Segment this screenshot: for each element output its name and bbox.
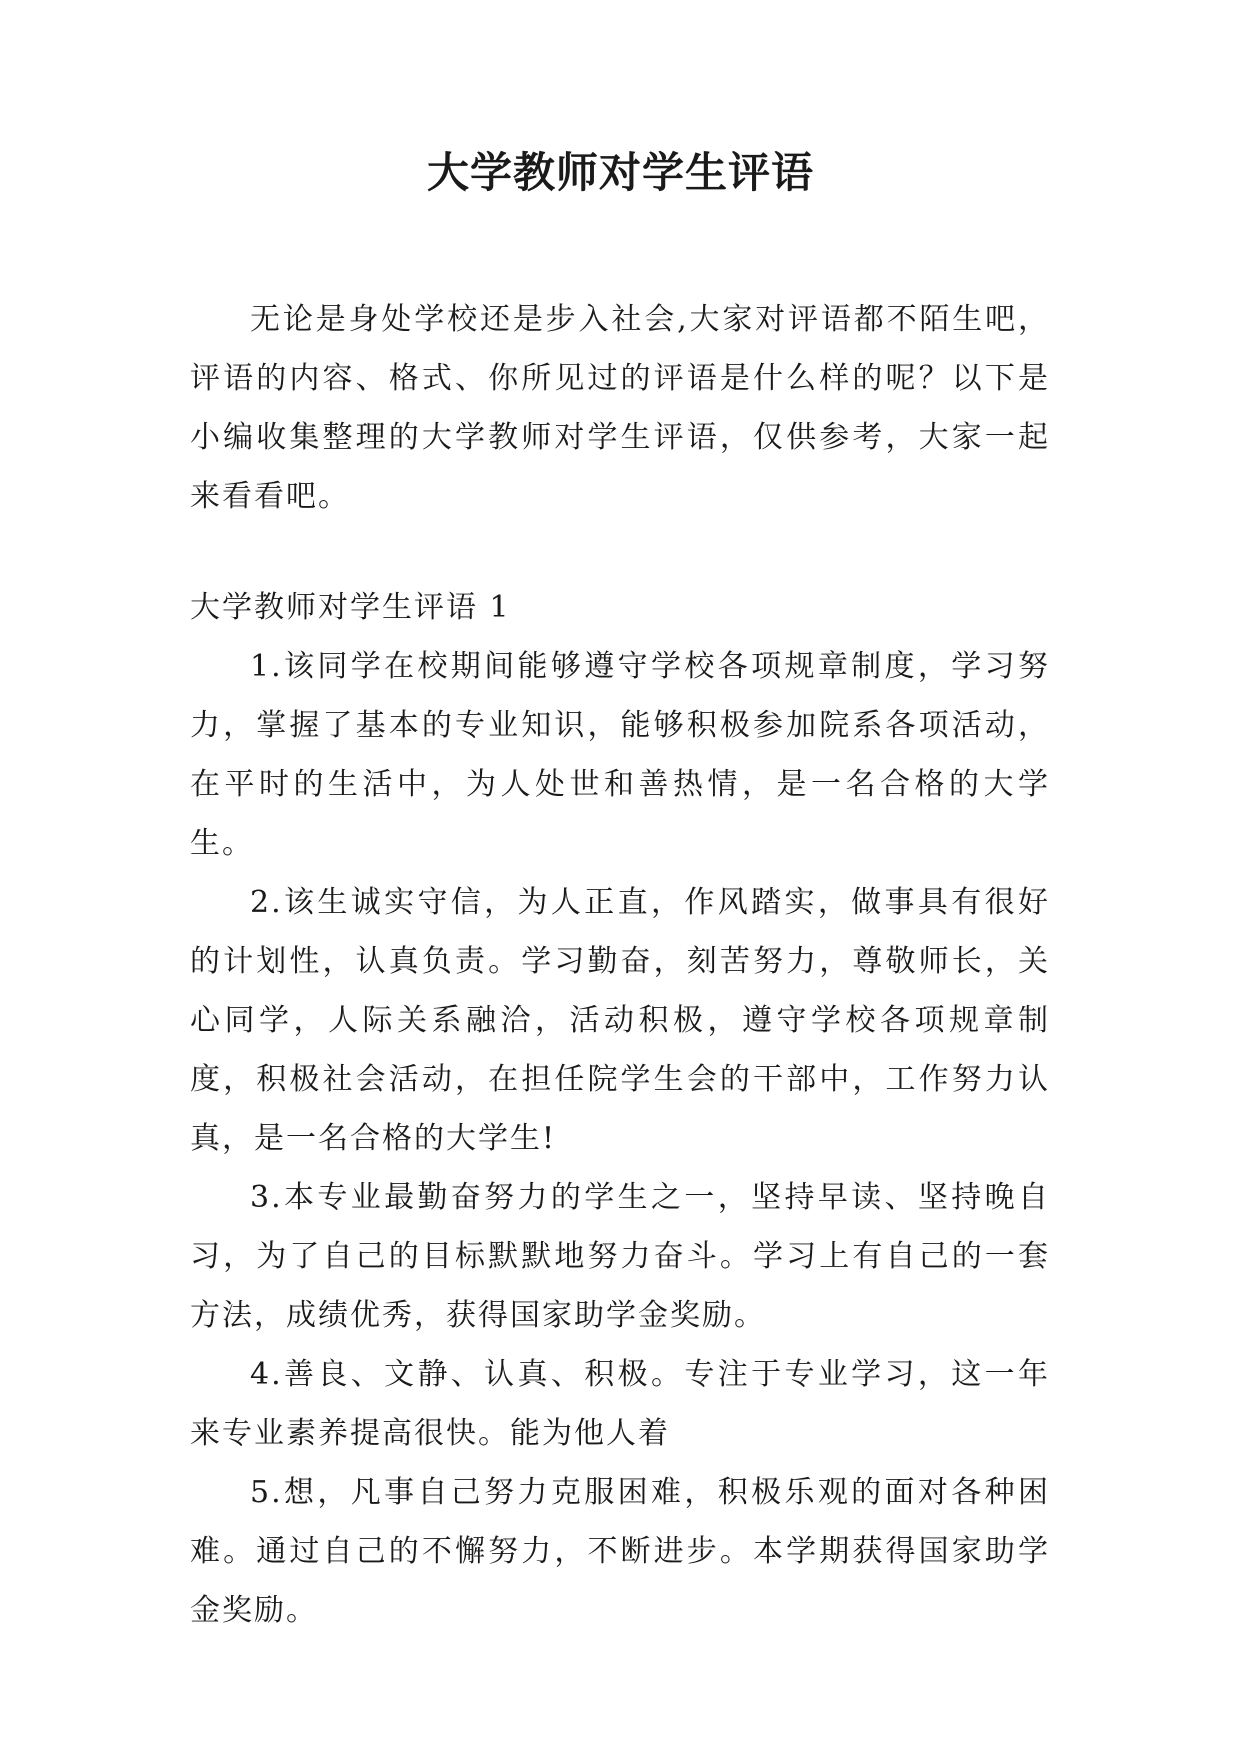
section-heading: 大学教师对学生评语 1: [190, 590, 511, 625]
comment-paragraph-4: 4.善良、文静、认真、积极。专注于专业学习，这一年来专业素养提高很快。能为他人着: [190, 1357, 1050, 1451]
comment-paragraph-3: 3.本专业最勤奋努力的学生之一，坚持早读、坚持晚自习，为了自己的目标默默地努力奋斗。学习上有自己的一套方法，成绩优秀，获得国家助学金奖励。: [190, 1180, 1050, 1333]
comment-paragraph-5: 5.想，凡事自己努力克服困难，积极乐观的面对各种困难。通过自己的不懈努力，不断进步。本学期获得国家助学金奖励。: [190, 1475, 1050, 1628]
comment-paragraph-1: 1.该同学在校期间能够遵守学校各项规章制度，学习努力，掌握了基本的专业知识，能够积极参加院系各项活动，在平时的生活中，为人处世和善热情，是一名合格的大学生。: [190, 649, 1050, 861]
intro-paragraph: 无论是身处学校还是步入社会,大家对评语都不陌生吧，评语的内容、格式、你所见过的评语是什么样的呢？以下是小编收集整理的大学教师对学生评语，仅供参考，大家一起来看看吧。: [190, 302, 1050, 514]
document-title: 大学教师对学生评语: [426, 148, 814, 197]
document-body: [190, 290, 1050, 1640]
comment-paragraph-2: 2.该生诚实守信，为人正直，作风踏实，做事具有很好的计划性，认真负责。学习勤奋，刻苦努力，尊敬师长，关心同学，人际关系融洽，活动积极，遵守学校各项规章制度，积极社会活动，在担任院学生会的干部中，工作努力认真，是一名合格的大学生!: [190, 885, 1050, 1156]
